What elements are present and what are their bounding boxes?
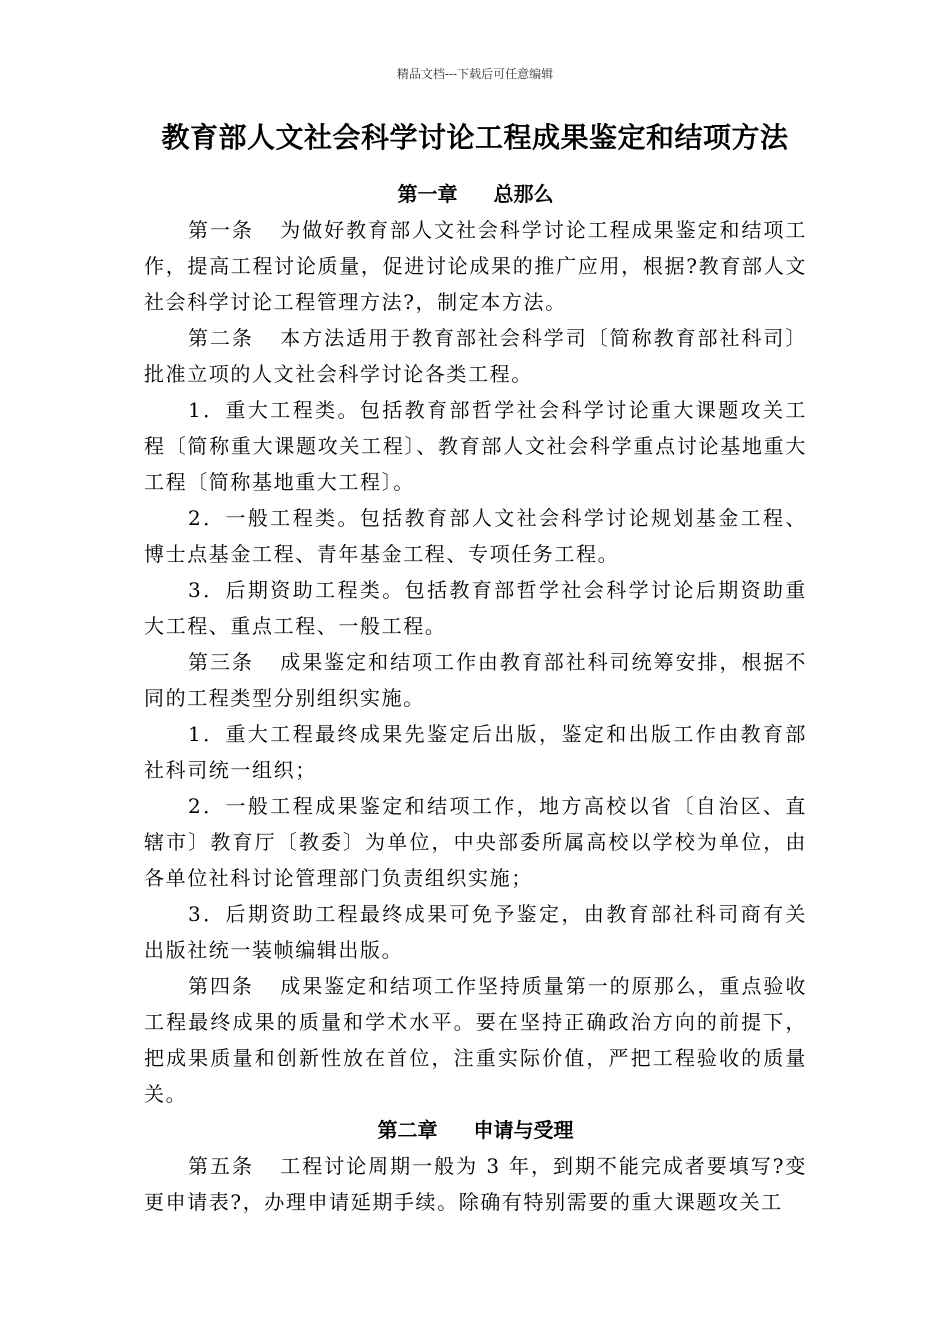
article-number: 第五条 <box>188 1154 254 1178</box>
chapter-heading <box>144 176 807 212</box>
list-item-text: 3．后期资助工程最终成果可免予鉴定，由教育部社科司商有关出版社统一装帧编辑出版。 <box>144 902 807 962</box>
list-item-paragraph <box>144 716 807 788</box>
document-body <box>144 176 807 1220</box>
list-item-text: 2．一般工程成果鉴定和结项工作，地方高校以省〔自治区、直辖市〕教育厅〔教委〕为单位，中央部委所属高校以学校为单位，由各单位社科讨论管理部门负责组织实施； <box>144 794 807 890</box>
list-item-paragraph <box>144 896 807 968</box>
chapter-name: 总那么 <box>493 182 554 206</box>
article-number: 第三条 <box>188 650 254 674</box>
article-text: 工程讨论周期一般为 3 年，到期不能完成者要填写?变更申请表?，办理申请延期手续。除确有特别需要的重大课题攻关工 <box>144 1154 807 1214</box>
article-paragraph <box>144 212 807 320</box>
list-item-text: 3．后期资助工程类。包括教育部哲学社会科学讨论后期资助重大工程、重点工程、一般工程。 <box>144 578 807 638</box>
chapter-number: 第一章 <box>397 182 458 206</box>
list-item-paragraph <box>144 572 807 644</box>
list-item-paragraph <box>144 500 807 572</box>
document-title: 教育部人文社会科学讨论工程成果鉴定和结项方法 <box>161 121 789 154</box>
chapter-heading <box>144 1112 807 1148</box>
list-item-paragraph <box>144 392 807 500</box>
article-number: 第四条 <box>188 974 254 998</box>
list-item-text: 1．重大工程类。包括教育部哲学社会科学讨论重大课题攻关工程〔简称重大课题攻关工程〕、教育部人文社会科学重点讨论基地重大工程〔简称基地重大工程〕。 <box>144 398 807 494</box>
article-paragraph <box>144 320 807 392</box>
article-text: 本方法适用于教育部社会科学司〔简称教育部社科司〕批准立项的人文社会科学讨论各类工程。 <box>144 326 807 386</box>
article-number: 第一条 <box>188 218 254 242</box>
list-item-text: 2．一般工程类。包括教育部人文社会科学讨论规划基金工程、博士点基金工程、青年基金工程、专项任务工程。 <box>144 506 807 566</box>
article-paragraph <box>144 644 807 716</box>
article-paragraph <box>144 1148 807 1220</box>
chapter-number: 第二章 <box>377 1118 438 1142</box>
article-text: 成果鉴定和结项工作坚持质量第一的原那么，重点验收工程最终成果的质量和学术水平。要在坚持正确政治方向的前提下，把成果质量和创新性放在首位，注重实际价值，严把工程验收的质量关。 <box>144 974 807 1106</box>
header-watermark: 精品文档---下载后可任意编辑 <box>396 67 554 81</box>
article-number: 第二条 <box>188 326 254 350</box>
chapter-name: 申请与受理 <box>473 1118 574 1142</box>
article-text: 为做好教育部人文社会科学讨论工程成果鉴定和结项工作，提高工程讨论质量，促进讨论成果的推广应用，根据?教育部人文社会科学讨论工程管理方法?，制定本方法。 <box>144 218 807 314</box>
list-item-text: 1．重大工程最终成果先鉴定后出版，鉴定和出版工作由教育部社科司统一组织； <box>144 722 807 782</box>
article-text: 成果鉴定和结项工作由教育部社科司统筹安排，根据不同的工程类型分别组织实施。 <box>144 650 807 710</box>
article-paragraph <box>144 968 807 1112</box>
list-item-paragraph <box>144 788 807 896</box>
